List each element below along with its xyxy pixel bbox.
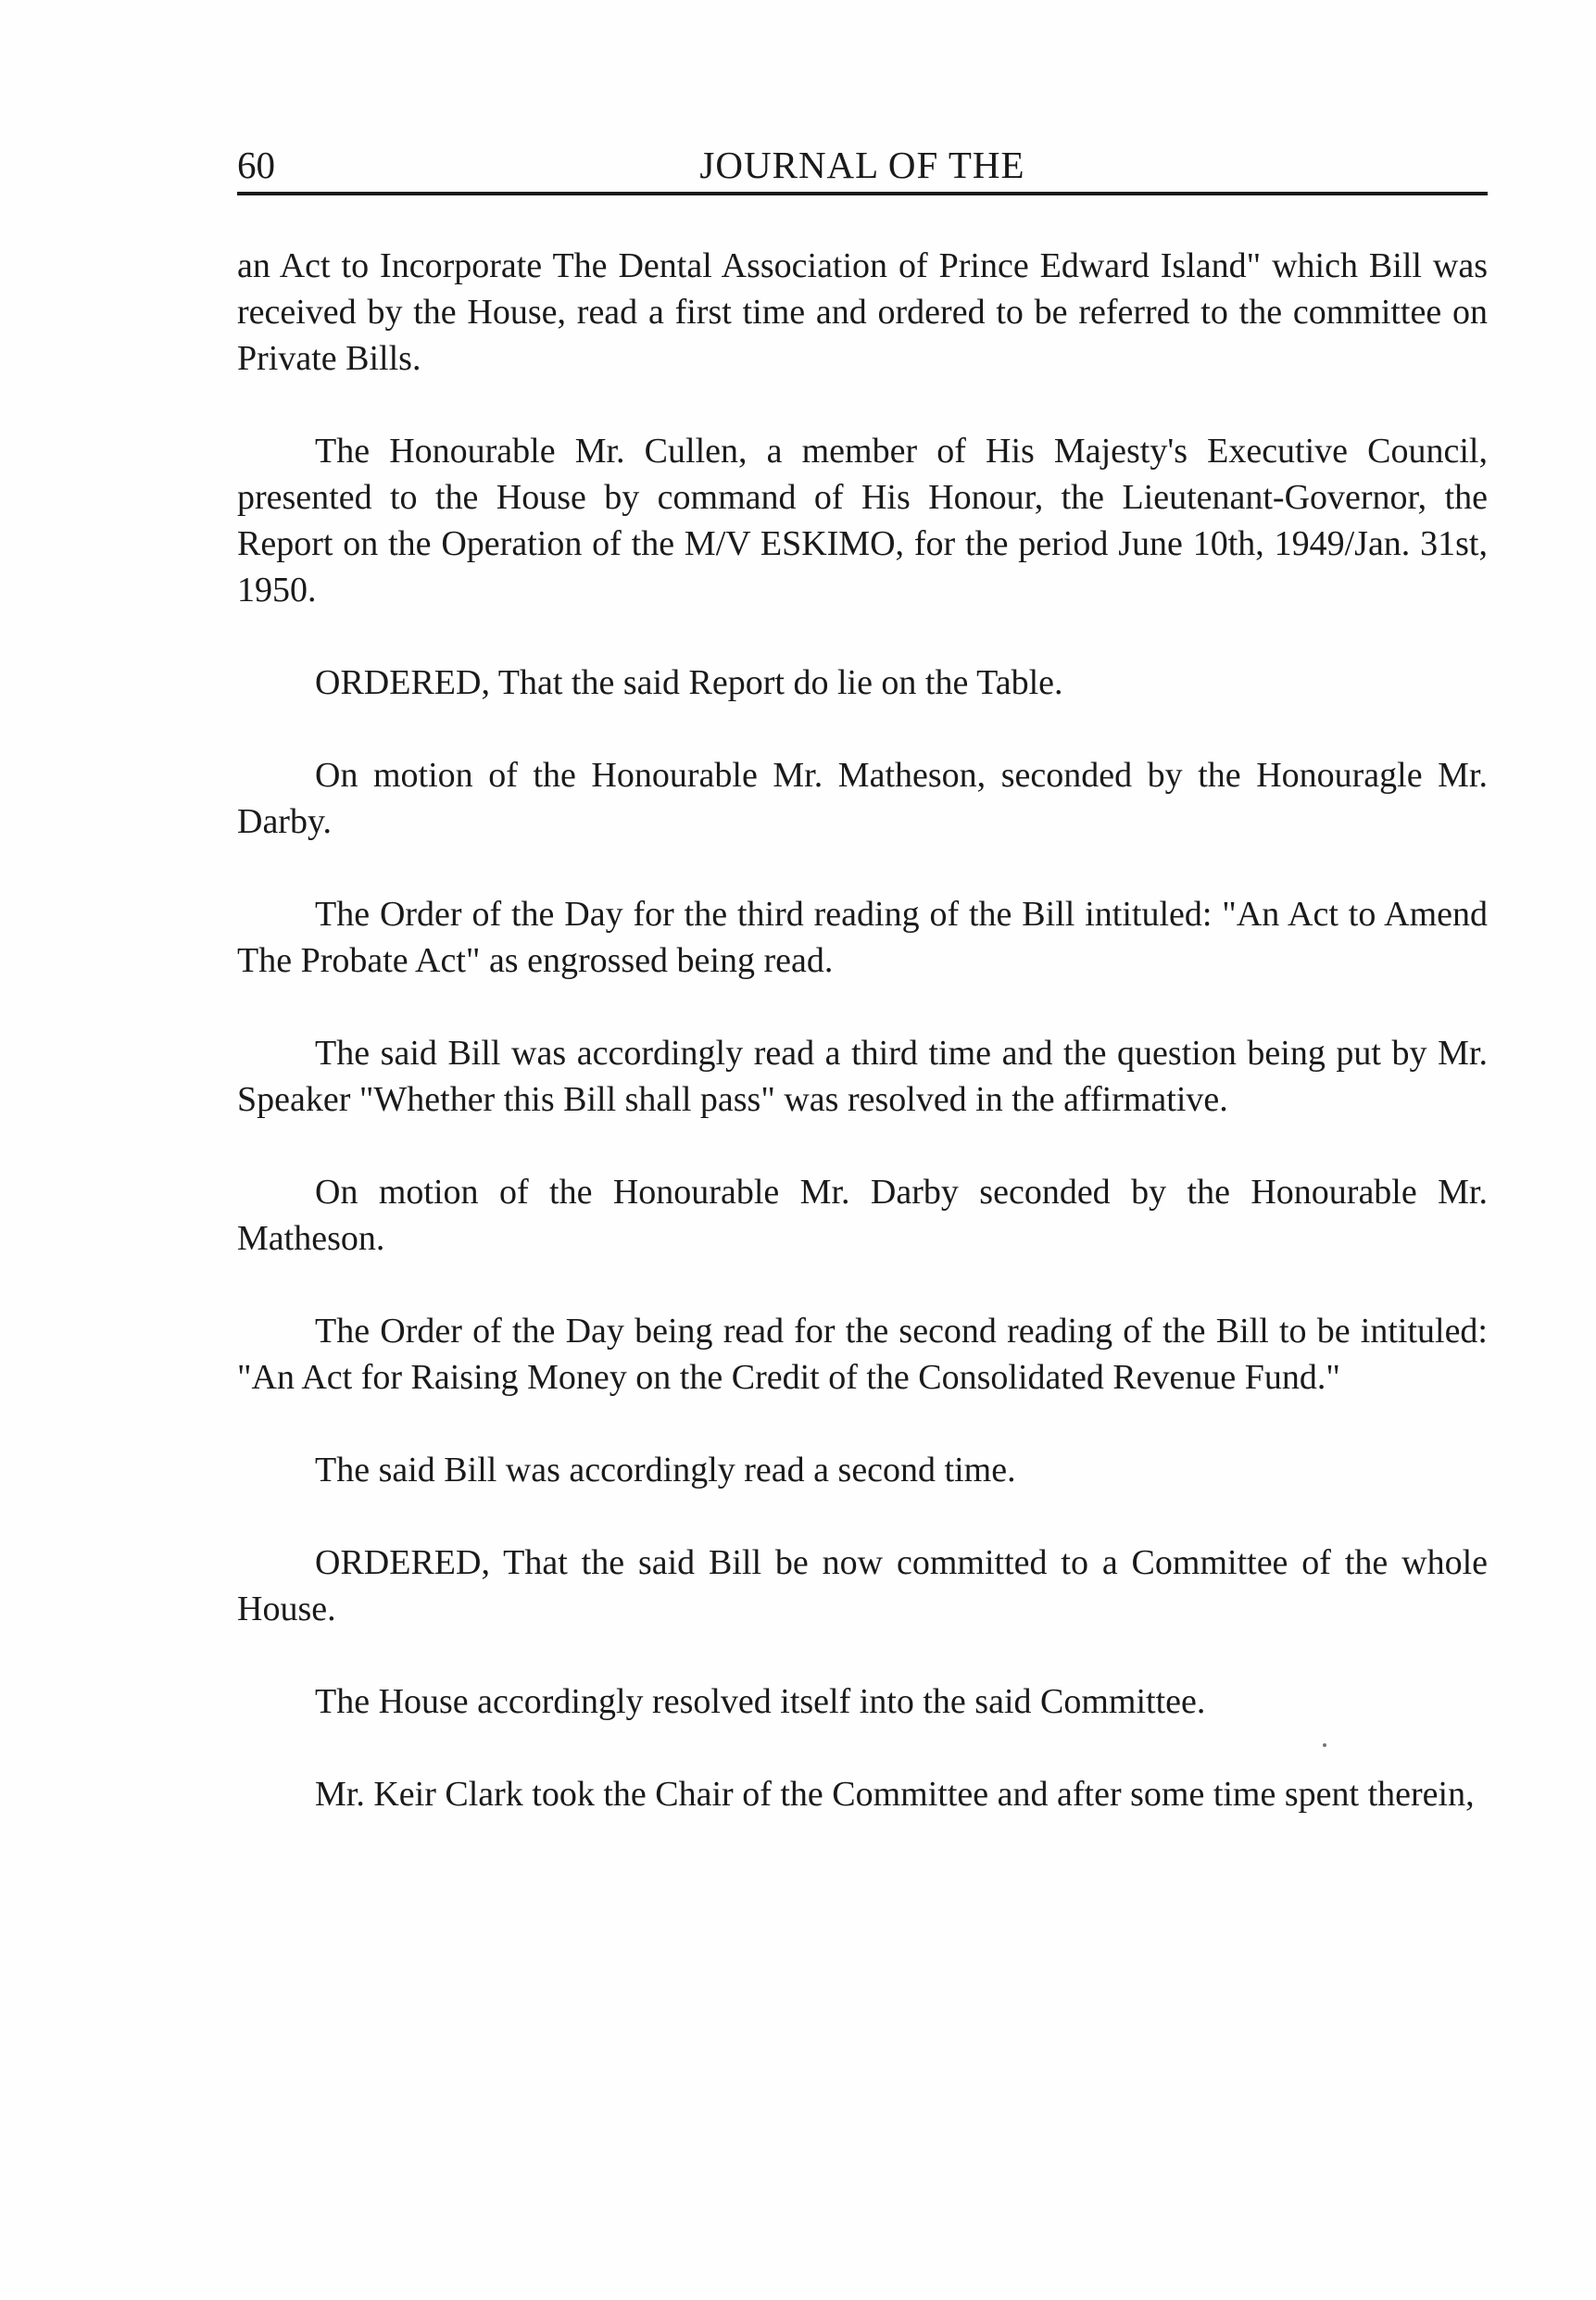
header-rule: [237, 192, 1488, 195]
paragraph-motion-matheson: On motion of the Honourable Mr. Matheson, seconded by the Honouragle Mr. Darby.: [237, 756, 1488, 841]
paragraph-second-reading: The said Bill was accordingly read a second time.: [315, 1451, 1016, 1489]
paragraph-house-resolved: The House accordingly resolved itself into the said Committee.: [315, 1682, 1206, 1721]
paragraph-third-reading-order: The Order of the Day for the third reading of the Bill intituled: "An Act to Amend The Probate Act" as engrossed being read.: [237, 895, 1488, 980]
page-number: 60: [237, 144, 275, 186]
paragraph-second-reading-order: The Order of the Day being read for the second reading of the Bill to be intituled: "An Act for Raising Money on the Credit of the Consolidated Revenue Fund.": [237, 1312, 1488, 1397]
paragraph-continuation: an Act to Incorporate The Dental Association of Prince Edward Island" which Bill was received by the House, read a first time and ordered to be referred to the committee on Private Bills.: [237, 246, 1488, 378]
print-speck: [1323, 1743, 1326, 1747]
paragraph-report-presented: The Honourable Mr. Cullen, a member of His Majesty's Executive Council, presented to the House by command of His Honour, the Lieutenant-Governor, the Report on the Operation of the M/V ESKIMO, for the period June 10th, 1949/Jan. 31st, 1950.: [237, 432, 1488, 610]
paragraph-chair-taken: Mr. Keir Clark took the Chair of the Committee and after some time spent therein,: [315, 1775, 1475, 1814]
paragraph-bill-passed: The said Bill was accordingly read a third time and the question being put by Mr. Speaker "Whether this Bill shall pass" was resolved in the affirmative.: [237, 1034, 1488, 1119]
page-header: [237, 137, 1488, 193]
running-head: JOURNAL OF THE: [699, 144, 1025, 186]
paragraph-motion-darby: On motion of the Honourable Mr. Darby seconded by the Honourable Mr. Matheson.: [237, 1173, 1488, 1258]
paragraph-ordered-committed: ORDERED, That the said Bill be now committed to a Committee of the whole House.: [237, 1543, 1488, 1628]
paragraph-ordered-report: ORDERED, That the said Report do lie on the Table.: [315, 663, 1063, 702]
body-text: [237, 243, 1488, 1864]
